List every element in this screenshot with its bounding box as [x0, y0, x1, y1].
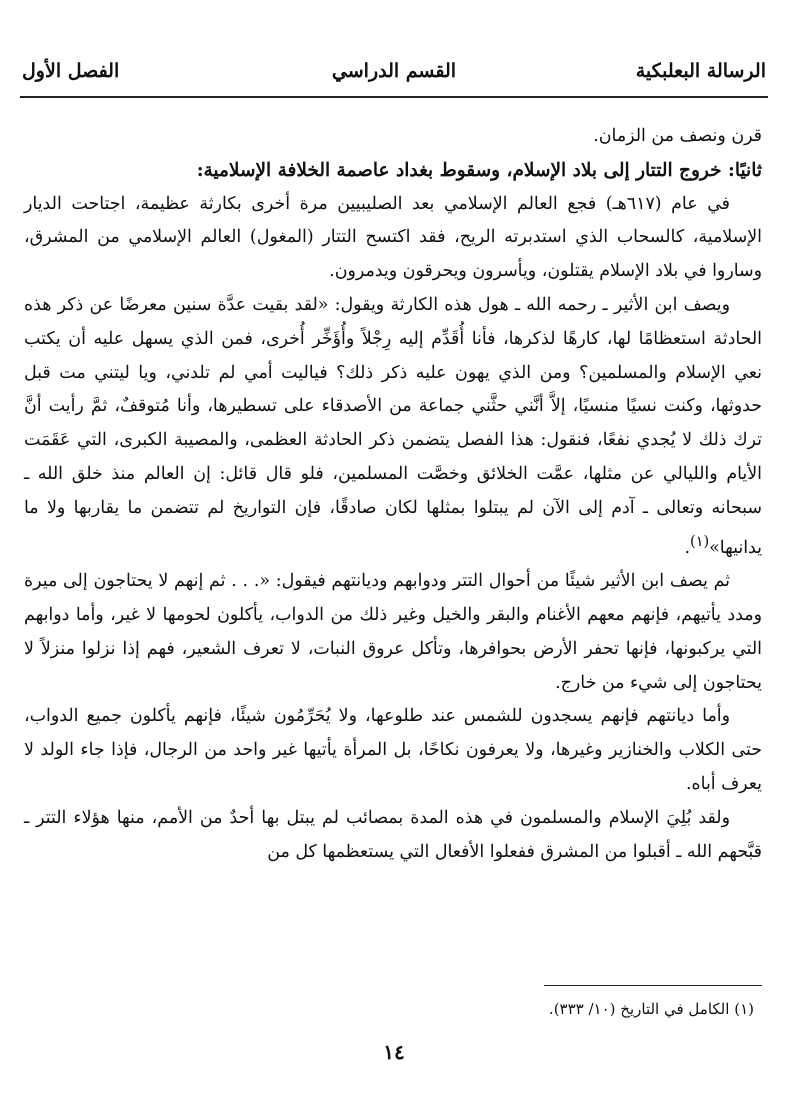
paragraph-continuation: قرن ونصف من الزمان.: [593, 126, 762, 146]
paragraph-2-text: ويصف ابن الأثير ـ رحمه الله ـ هول هذه الكارثة ويقول: «لقد بقيت عدَّة سنين معرضًا عن ذكر هذه الحادثة استعظامًا لها، كارهًا لذكرها، فأنا أُقَدِّم إليه رِجْلاً وأُؤَخِّر أُخرى، فمن الذي يسهل عليه أن يكتب نعي الإسلام والمسلمين؟ ومن الذي يهون عليه ذكر ذلك؟ فياليت أمي لم تلدني، ويا ليتني مت قبل حدوثها، وكنت نسيًا منسيًا، إلاَّ أنَّني حثَّني جماعة من الأصدقاء على تسطيرها، وأنا مُتوقفٌ، ثمَّ رأيت أنَّ ترك ذلك لا يُجدي نفعًا، فنقول: هذا الفصل يتضمن ذكر الحادثة العظمى، والمصيبة الكبرى، التي عَقَمَت الأيام والليالي عن مثلها، عمَّت الخلائق وخصَّت المسلمين، فلو قال قائل: إن العالم منذ خلق الله ـ سبحانه وتعالى ـ آدم إلى الآن لم يبتلوا بمثلها لكان صادقًا، فإن التواريخ لم تتضمن ما يقاربها ولا ما يدانيها»: [24, 294, 762, 558]
main-text: [24, 120, 762, 869]
paragraph-2: [24, 289, 762, 565]
book-title: الرسالة البعلبكية: [635, 60, 766, 82]
paragraph-1: في عام (٦١٧هـ) فجع العالم الإسلامي بعد الصليبيين مرة أخرى بكارثة عظيمة، اجتاحت الديار الإسلامية، كالسحاب الذي استدبرته الريح، فقد اكتسح التتار (المغول) العالم الإسلامي من المشرق، وساروا في بلاد الإسلام يقتلون، ويأسرون ويحرقون ويدمرون.: [24, 193, 762, 282]
paragraph-5: ولقد بُلِيَ الإسلام والمسلمون في هذه المدة بمصائب لم يبتل بها أحدٌ من الأمم، منها هؤلاء التتر ـ قبَّحهم الله ـ أقبلوا من المشرق ففعلوا الأفعال التي يستعظمها كل من: [24, 807, 762, 862]
paragraph-2-end: .: [684, 537, 691, 558]
section-title: القسم الدراسي: [331, 60, 457, 82]
section-heading: ثانيًا: خروج التتار إلى بلاد الإسلام، وسقوط بغداد عاصمة الخلافة الإسلامية:: [196, 159, 762, 181]
footnote-reference: (١): [690, 533, 710, 550]
footnote-marker: (١): [734, 1000, 754, 1018]
chapter-title: الفصل الأول: [22, 60, 120, 82]
footnote-text: الكامل في التاريخ (١٠/ ٣٣٣).: [548, 1000, 730, 1018]
header-rule: [20, 96, 768, 98]
page-number: ١٤: [383, 1040, 405, 1064]
footnote-rule: [544, 985, 762, 986]
paragraph-4: وأما ديانتهم فإنهم يسجدون للشمس عند طلوعها، ولا يُحَرِّمُون شيئًا، فإنهم يأكلون جميع الدواب، حتى الكلاب والخنازير وغيرها، ولا يعرفون نكاحًا، بل المرأة يأتيها غير واحد من الرجال، فإذا جاء الولد لا يعرف أباه.: [24, 706, 762, 794]
footnote: [40, 1000, 754, 1018]
running-header: [22, 60, 766, 88]
paragraph-3: ثم يصف ابن الأثير شيئًا من أحوال التتر ودوابهم وديانتهم فيقول: «. . . ثم إنهم لا يحتاجون إلى ميرة ومدد يأتيهم، فإنهم معهم الأغنام والبقر والخيل وغير ذلك من الدواب، يأكلون لحومها لا غير، وأما دوابهم التي يركبونها، فإنها تحفر الأرض بحوافرها، وتأكل عروق النبات، لا تعرف الشعير، فهم إذا نزلوا منزلاً لا يحتاجون إلى شيء من خارج.: [24, 571, 762, 693]
